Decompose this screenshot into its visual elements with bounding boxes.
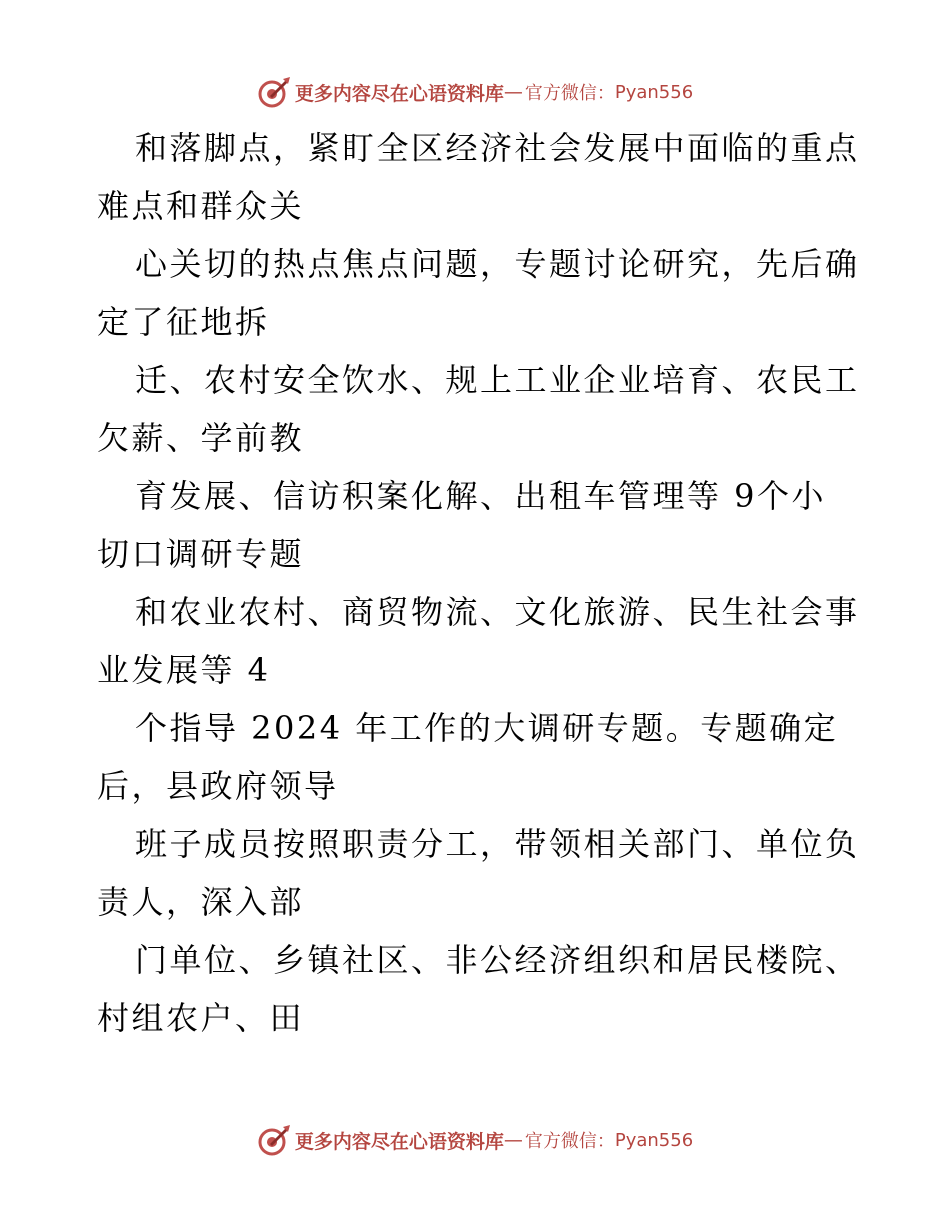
document-body: [97, 119, 860, 1047]
text-line: 和农业农村、商贸物流、文化旅游、民生社会事: [135, 593, 860, 631]
text-line: 村组农户、田: [97, 999, 305, 1037]
text-line: 定了征地拆: [97, 303, 270, 341]
watermark-wechat-id: Pyan556: [614, 81, 694, 103]
footer-watermark: [0, 1120, 950, 1160]
text-line: 责人，深入部: [97, 883, 305, 921]
quill-logo-icon: [257, 1123, 291, 1157]
watermark-dash: —: [503, 1129, 523, 1151]
text-line: 个指导 2024 年工作的大调研专题。专题确定: [135, 709, 839, 747]
text-line: 班子成员按照职责分工，带领相关部门、单位负: [135, 825, 860, 863]
watermark-wechat-label: 官方微信：: [524, 1131, 615, 1152]
text-line: 育发展、信访积案化解、出租车管理等 9个小: [135, 477, 827, 515]
watermark-brand-text: 更多内容尽在心语资料库: [294, 1130, 504, 1153]
text-line: 难点和群众关: [97, 187, 305, 225]
text-line: 和落脚点，紧盯全区经济社会发展中面临的重点: [135, 129, 860, 167]
watermark-dash: —: [503, 81, 523, 103]
text-line: 心关切的热点焦点问题，专题讨论研究，先后确: [135, 245, 860, 283]
text-line: 切口调研专题: [97, 535, 305, 573]
text-line: 迁、农村安全饮水、规上工业企业培育、农民工: [135, 361, 860, 399]
text-line: 欠薪、学前教: [97, 419, 305, 457]
text-line: 业发展等 4: [97, 651, 271, 689]
text-line: 门单位、乡镇社区、非公经济组织和居民楼院、: [135, 941, 860, 979]
text-line: 后，县政府领导: [97, 767, 339, 805]
watermark-brand-text: 更多内容尽在心语资料库: [294, 82, 504, 105]
quill-logo-icon: [257, 75, 291, 109]
header-watermark: [0, 72, 950, 112]
watermark-wechat-id: Pyan556: [614, 1129, 694, 1151]
watermark-wechat-label: 官方微信：: [524, 83, 615, 104]
